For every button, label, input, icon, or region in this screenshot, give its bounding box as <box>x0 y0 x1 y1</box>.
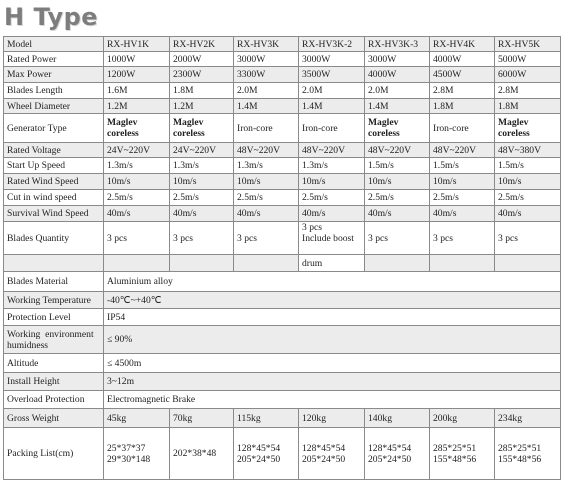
value-cell: 1.8M <box>170 83 234 99</box>
page-title: H Type <box>4 3 99 31</box>
value-cell: 3 pcs <box>170 222 234 255</box>
value-cell: 2.8M <box>495 83 561 99</box>
value-cell: drum <box>299 255 365 272</box>
value-cell: 140kg <box>365 409 430 428</box>
value-cell: 10m/s <box>170 174 234 190</box>
row-label: Generator Type <box>4 114 104 143</box>
value-cell <box>299 114 365 143</box>
value-cell: 40m/s <box>104 206 170 222</box>
value-cell: 200kg <box>430 409 495 428</box>
table-row-install-height <box>4 373 561 391</box>
table-row-working-humidity <box>4 326 561 354</box>
table-row-packing-list <box>4 428 561 480</box>
value-cell: 1.5m/s <box>495 158 561 174</box>
value-cell <box>430 428 495 480</box>
cell-line: 29*30*148 <box>107 453 151 465</box>
table-row-start-up-speed <box>4 158 561 174</box>
table-row-wheel-diameter <box>4 99 561 114</box>
cell-line: Maglev <box>498 117 529 128</box>
row-label <box>4 326 104 354</box>
value-cell <box>299 222 365 255</box>
value-cell: 48V~220V <box>299 143 365 158</box>
value-cell: 40m/s <box>234 206 299 222</box>
value-cell <box>495 114 561 143</box>
row-label: Working Temperature <box>4 292 104 309</box>
value-cell: 1.4M <box>234 99 299 114</box>
value-cell: 40m/s <box>365 206 430 222</box>
value-cell: 3~12m <box>104 373 561 391</box>
value-cell: 2.8M <box>430 83 495 99</box>
value-cell: 10m/s <box>495 174 561 190</box>
value-cell: 1.3m/s <box>234 158 299 174</box>
value-cell: 1.6M <box>104 83 170 99</box>
value-cell: 2.0M <box>234 83 299 99</box>
table-row-survival-wind-speed <box>4 206 561 222</box>
cell-line: coreless <box>107 128 139 139</box>
table-row-gross-weight <box>4 409 561 428</box>
value-cell: 3000W <box>234 52 299 67</box>
row-label: Blades Length <box>4 83 104 99</box>
table-row-generator-type <box>4 114 561 143</box>
cell-line: Iron-core <box>237 122 273 134</box>
table-row-blades-length <box>4 83 561 99</box>
value-cell: 40m/s <box>170 206 234 222</box>
table-row-cut-in-wind-speed <box>4 190 561 206</box>
cell-line: coreless <box>498 128 530 139</box>
value-cell: ≤ 90% <box>104 326 561 354</box>
table-row-rated-voltage <box>4 143 561 158</box>
value-cell <box>104 428 170 480</box>
value-cell: 2.5m/s <box>365 190 430 206</box>
cell-line: Include boost <box>302 233 354 244</box>
value-cell: 1.3m/s <box>104 158 170 174</box>
cell-line: coreless <box>368 128 400 139</box>
value-cell: 4000W <box>365 67 430 83</box>
table-row-protection-level <box>4 309 561 326</box>
value-cell: 2.5m/s <box>170 190 234 206</box>
row-label: Model <box>4 37 104 52</box>
value-cell <box>430 114 495 143</box>
value-cell: 6000W <box>495 67 561 83</box>
label-line: humidness <box>7 339 49 351</box>
value-cell: 2.0M <box>299 83 365 99</box>
value-cell: 1000W <box>104 52 170 67</box>
value-cell: 1.4M <box>299 99 365 114</box>
cell-line: Maglev <box>107 117 138 128</box>
value-cell: 1.4M <box>365 99 430 114</box>
row-label: Altitude <box>4 354 104 373</box>
value-cell: 10m/s <box>299 174 365 190</box>
value-cell <box>495 428 561 480</box>
value-cell: 4000W <box>430 52 495 67</box>
value-cell: 2.5m/s <box>430 190 495 206</box>
value-cell: 10m/s <box>365 174 430 190</box>
cell-line: Iron-core <box>302 122 338 134</box>
table-row-model <box>4 37 561 52</box>
row-label: Install Height <box>4 373 104 391</box>
value-cell <box>234 428 299 480</box>
value-cell: 48V~220V <box>430 143 495 158</box>
value-cell: 3 pcs <box>104 222 170 255</box>
cell-line: 155*48*56 <box>498 453 542 465</box>
empty-cell <box>104 255 170 272</box>
value-cell: 1.5m/s <box>365 158 430 174</box>
value-cell: 4500W <box>430 67 495 83</box>
table-row-working-temperature <box>4 292 561 309</box>
value-cell: 2000W <box>170 52 234 67</box>
empty-cell <box>4 255 104 272</box>
value-cell: 40m/s <box>299 206 365 222</box>
spec-table <box>3 36 561 480</box>
row-label: Blades Quantity <box>4 222 104 255</box>
row-label: Rated Voltage <box>4 143 104 158</box>
empty-cell <box>495 255 561 272</box>
value-cell: 1.8M <box>495 99 561 114</box>
row-label: Max Power <box>4 67 104 83</box>
value-cell: 3000W <box>299 52 365 67</box>
table-row-blades-quantity <box>4 222 561 255</box>
row-label: Wheel Diameter <box>4 99 104 114</box>
row-label: Rated Power <box>4 52 104 67</box>
value-cell: 1.5m/s <box>430 158 495 174</box>
value-cell: 1.8M <box>430 99 495 114</box>
value-cell: 10m/s <box>234 174 299 190</box>
cell-line: 205*24*50 <box>302 453 346 465</box>
value-cell <box>104 114 170 143</box>
value-cell: 120kg <box>299 409 365 428</box>
value-cell <box>170 428 234 480</box>
value-cell <box>170 114 234 143</box>
cell-line: 285*25*51 <box>433 442 477 454</box>
value-cell: ≤ 4500m <box>104 354 561 373</box>
empty-cell <box>234 255 299 272</box>
model-cell: RX-HV3K-3 <box>365 37 430 52</box>
table-row-blades-quantity-continued <box>4 255 561 272</box>
value-cell: 2.5m/s <box>234 190 299 206</box>
cell-line: 285*25*51 <box>498 442 542 454</box>
value-cell: 70kg <box>170 409 234 428</box>
row-label: Survival Wind Speed <box>4 206 104 222</box>
table-row-blades-material <box>4 272 561 292</box>
value-cell: 1.2M <box>170 99 234 114</box>
value-cell: 234kg <box>495 409 561 428</box>
value-cell: 3000W <box>365 52 430 67</box>
value-cell: 2.0M <box>365 83 430 99</box>
value-cell: 1.2M <box>104 99 170 114</box>
value-cell: 3 pcs <box>365 222 430 255</box>
model-cell: RX-HV5K <box>495 37 561 52</box>
table-row-rated-power <box>4 52 561 67</box>
value-cell: 48V~380V <box>495 143 561 158</box>
value-cell: 2.5m/s <box>104 190 170 206</box>
value-cell: 2.5m/s <box>495 190 561 206</box>
value-cell: 5000W <box>495 52 561 67</box>
model-cell: RX-HV1K <box>104 37 170 52</box>
value-cell <box>299 428 365 480</box>
value-cell <box>234 114 299 143</box>
row-label: Rated Wind Speed <box>4 174 104 190</box>
row-label: Blades Material <box>4 272 104 292</box>
model-cell: RX-HV2K <box>170 37 234 52</box>
cell-line: 3 pcs <box>302 222 322 233</box>
value-cell: 2.5m/s <box>299 190 365 206</box>
cell-line: 202*38*48 <box>173 448 217 459</box>
value-cell: 3500W <box>299 67 365 83</box>
value-cell: 1.3m/s <box>299 158 365 174</box>
value-cell: Electromagnetic Brake <box>104 391 561 409</box>
row-label: Overload Protection <box>4 391 104 409</box>
model-cell: RX-HV4K <box>430 37 495 52</box>
table-row-overload-protection <box>4 391 561 409</box>
cell-line: Iron-core <box>433 122 469 134</box>
empty-cell <box>365 255 430 272</box>
table-row-altitude <box>4 354 561 373</box>
model-cell: RX-HV3K <box>234 37 299 52</box>
value-cell: 40m/s <box>430 206 495 222</box>
empty-cell <box>170 255 234 272</box>
value-cell <box>365 428 430 480</box>
row-label: Packing List(cm) <box>4 428 104 480</box>
empty-cell <box>430 255 495 272</box>
cell-line: 205*24*50 <box>237 453 281 465</box>
value-cell: 3 pcs <box>495 222 561 255</box>
table-row-rated-wind-speed <box>4 174 561 190</box>
value-cell: 45kg <box>104 409 170 428</box>
value-cell: 1.3m/s <box>170 158 234 174</box>
value-cell: 115kg <box>234 409 299 428</box>
value-cell: 48V~220V <box>234 143 299 158</box>
value-cell: 1200W <box>104 67 170 83</box>
model-cell: RX-HV3K-2 <box>299 37 365 52</box>
value-cell: -40℃~+40℃ <box>104 292 561 309</box>
value-cell: 2300W <box>170 67 234 83</box>
value-cell: 10m/s <box>430 174 495 190</box>
value-cell <box>365 114 430 143</box>
value-cell: 24V~220V <box>104 143 170 158</box>
value-cell: 3300W <box>234 67 299 83</box>
cell-line: Maglev <box>173 117 204 128</box>
cell-line: coreless <box>173 128 205 139</box>
row-label: Cut in wind speed <box>4 190 104 206</box>
value-cell: IP54 <box>104 309 561 326</box>
value-cell: 3 pcs <box>234 222 299 255</box>
cell-line: 205*24*50 <box>368 453 412 465</box>
label-line: Working environment <box>7 328 94 340</box>
value-cell: 10m/s <box>104 174 170 190</box>
cell-line: 155*48*56 <box>433 453 477 465</box>
value-cell: Aluminium alloy <box>104 272 561 292</box>
cell-line: Maglev <box>368 117 399 128</box>
cell-line: 128*45*54 <box>302 442 346 454</box>
value-cell: 24V~220V <box>170 143 234 158</box>
table-row-max-power <box>4 67 561 83</box>
cell-line: 128*45*54 <box>368 442 412 454</box>
cell-line: 25*37*37 <box>107 442 146 454</box>
value-cell: 3 pcs <box>430 222 495 255</box>
value-cell: 48V~220V <box>365 143 430 158</box>
row-label: Protection Level <box>4 309 104 326</box>
cell-line: 128*45*54 <box>237 442 281 454</box>
value-cell: 40m/s <box>495 206 561 222</box>
row-label: Start Up Speed <box>4 158 104 174</box>
row-label: Gross Weight <box>4 409 104 428</box>
